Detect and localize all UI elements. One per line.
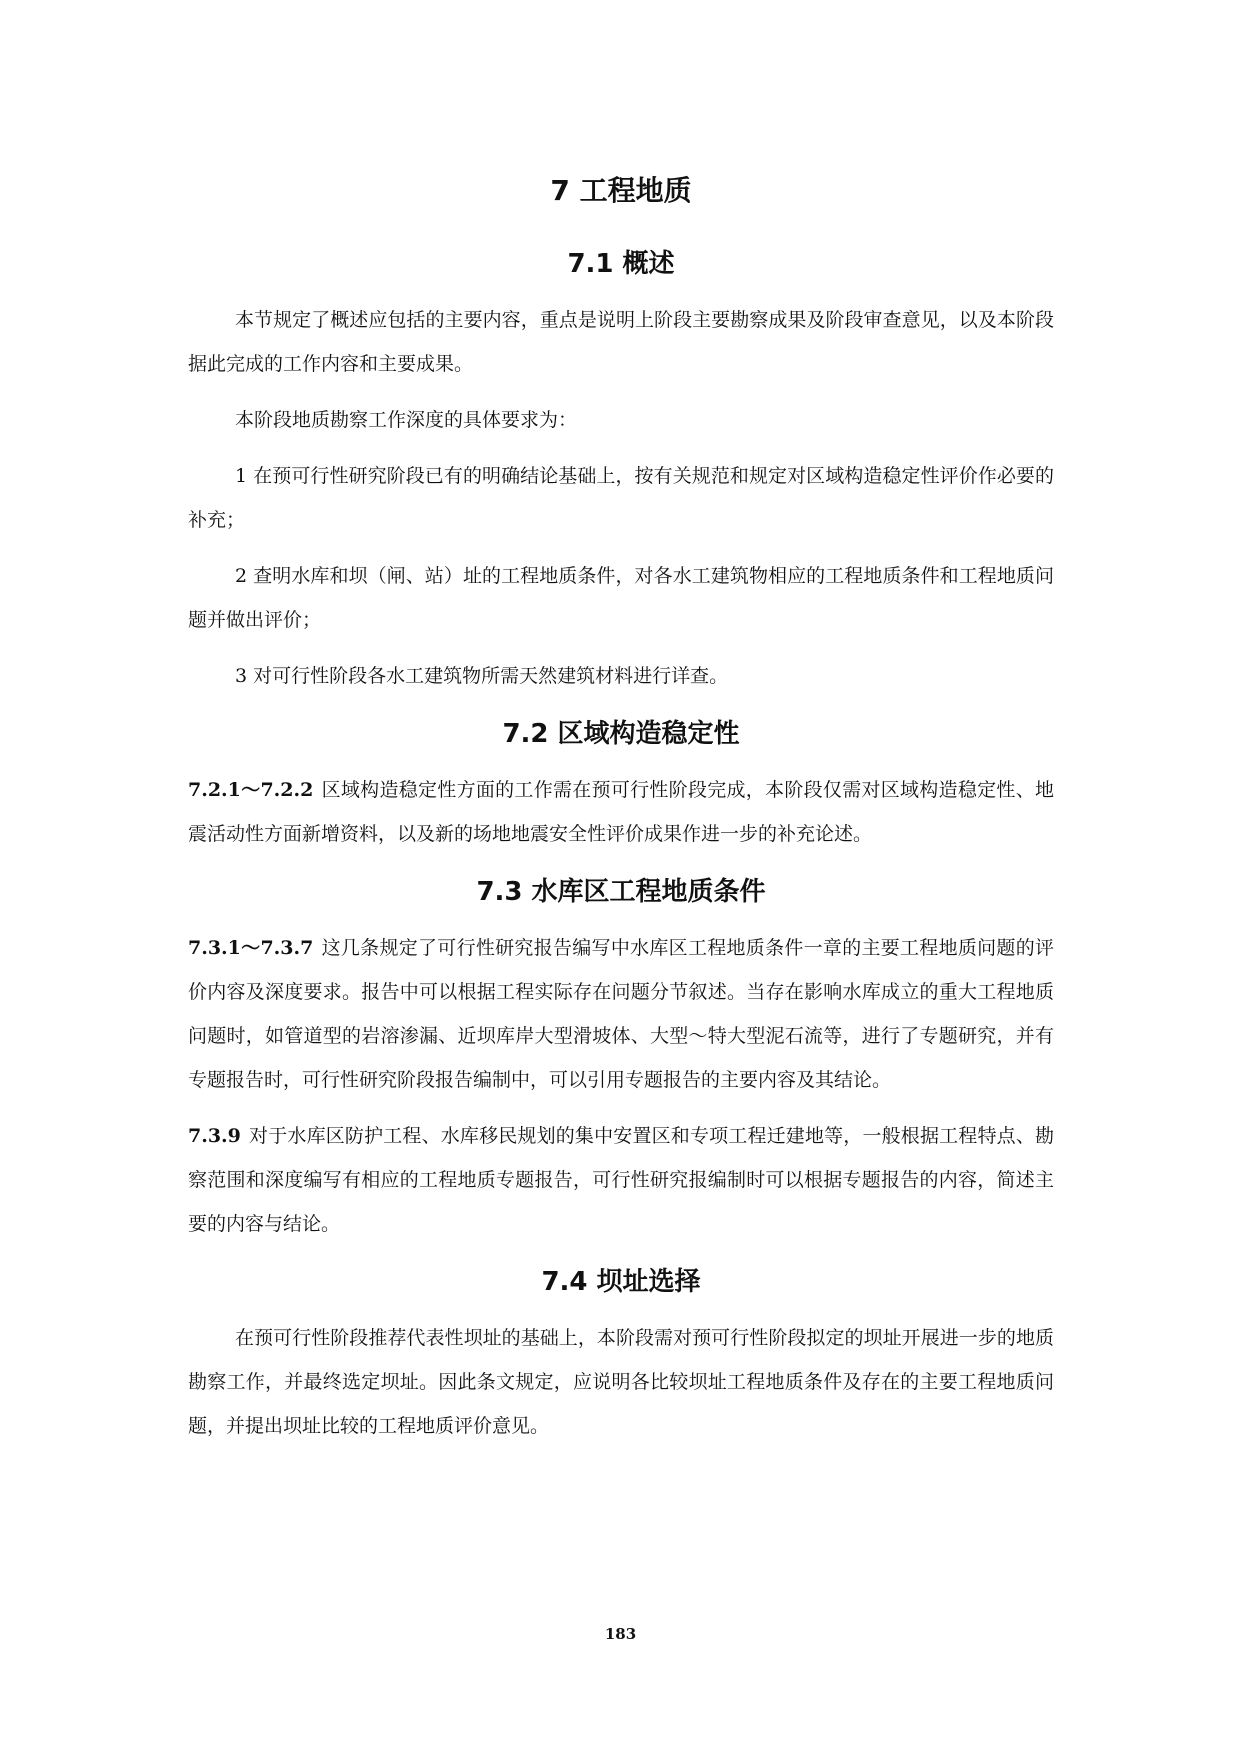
clause-number: 7.2.1～7.2.2 — [188, 779, 314, 801]
section-title-7-4: 7.4 坝址选择 — [541, 1267, 701, 1297]
list-item: 3 对可行性阶段各水工建筑物所需天然建筑材料进行详查。 — [235, 665, 729, 687]
paragraph: 本节规定了概述应包括的主要内容，重点是说明上阶段主要勘察成果及阶段审查意见，以及本阶段据此完成的工作内容和主要成果。 — [188, 309, 1054, 375]
clause-text: 对于水库区防护工程、水库移民规划的集中安置区和专项工程迁建地等，一般根据工程特点、勘察范围和深度编写有相应的工程地质专题报告，可行性研究报编制时可以根据专题报告的内容，简述主要的内容与结论。 — [188, 1125, 1054, 1235]
section-title-7-3: 7.3 水库区工程地质条件 — [476, 877, 766, 907]
clause-text: 区域构造稳定性方面的工作需在预可行性阶段完成，本阶段仅需对区域构造稳定性、地震活动性方面新增资料，以及新的场地地震安全性评价成果作进一步的补充论述。 — [188, 779, 1054, 845]
page-content — [188, 166, 1054, 1460]
list-item: 1 在预可行性研究阶段已有的明确结论基础上，按有关规范和规定对区域构造稳定性评价作必要的补充； — [188, 465, 1054, 531]
list-item: 2 查明水库和坝（闸、站）址的工程地质条件，对各水工建筑物相应的工程地质条件和工程地质问题并做出评价； — [188, 565, 1054, 631]
clause-number: 7.3.1～7.3.7 — [188, 937, 314, 959]
chapter-title: 7 工程地质 — [550, 174, 692, 207]
paragraph: 在预可行性阶段推荐代表性坝址的基础上，本阶段需对预可行性阶段拟定的坝址开展进一步的地质勘察工作，并最终选定坝址。因此条文规定，应说明各比较坝址工程地质条件及存在的主要工程地质问题，并提出坝址比较的工程地质评价意见。 — [188, 1327, 1054, 1437]
section-title-7-2: 7.2 区域构造稳定性 — [502, 719, 740, 749]
page-number: 183 — [604, 1625, 637, 1643]
paragraph: 本阶段地质勘察工作深度的具体要求为： — [235, 409, 578, 431]
clause-number: 7.3.9 — [188, 1125, 241, 1147]
clause-paragraph — [188, 768, 1054, 856]
clause-text: 这几条规定了可行性研究报告编写中水库区工程地质条件一章的主要工程地质问题的评价内容及深度要求。报告中可以根据工程实际存在问题分节叙述。当存在影响水库成立的重大工程地质问题时，如管道型的岩溶渗漏、近坝库岸大型滑坡体、大型～特大型泥石流等，进行了专题研究，并有专题报告时，可行性研究阶段报告编制中，可以引用专题报告的主要内容及其结论。 — [188, 937, 1054, 1091]
clause-paragraph — [188, 1114, 1054, 1246]
section-title-7-1: 7.1 概述 — [567, 249, 675, 279]
clause-paragraph — [188, 926, 1054, 1102]
